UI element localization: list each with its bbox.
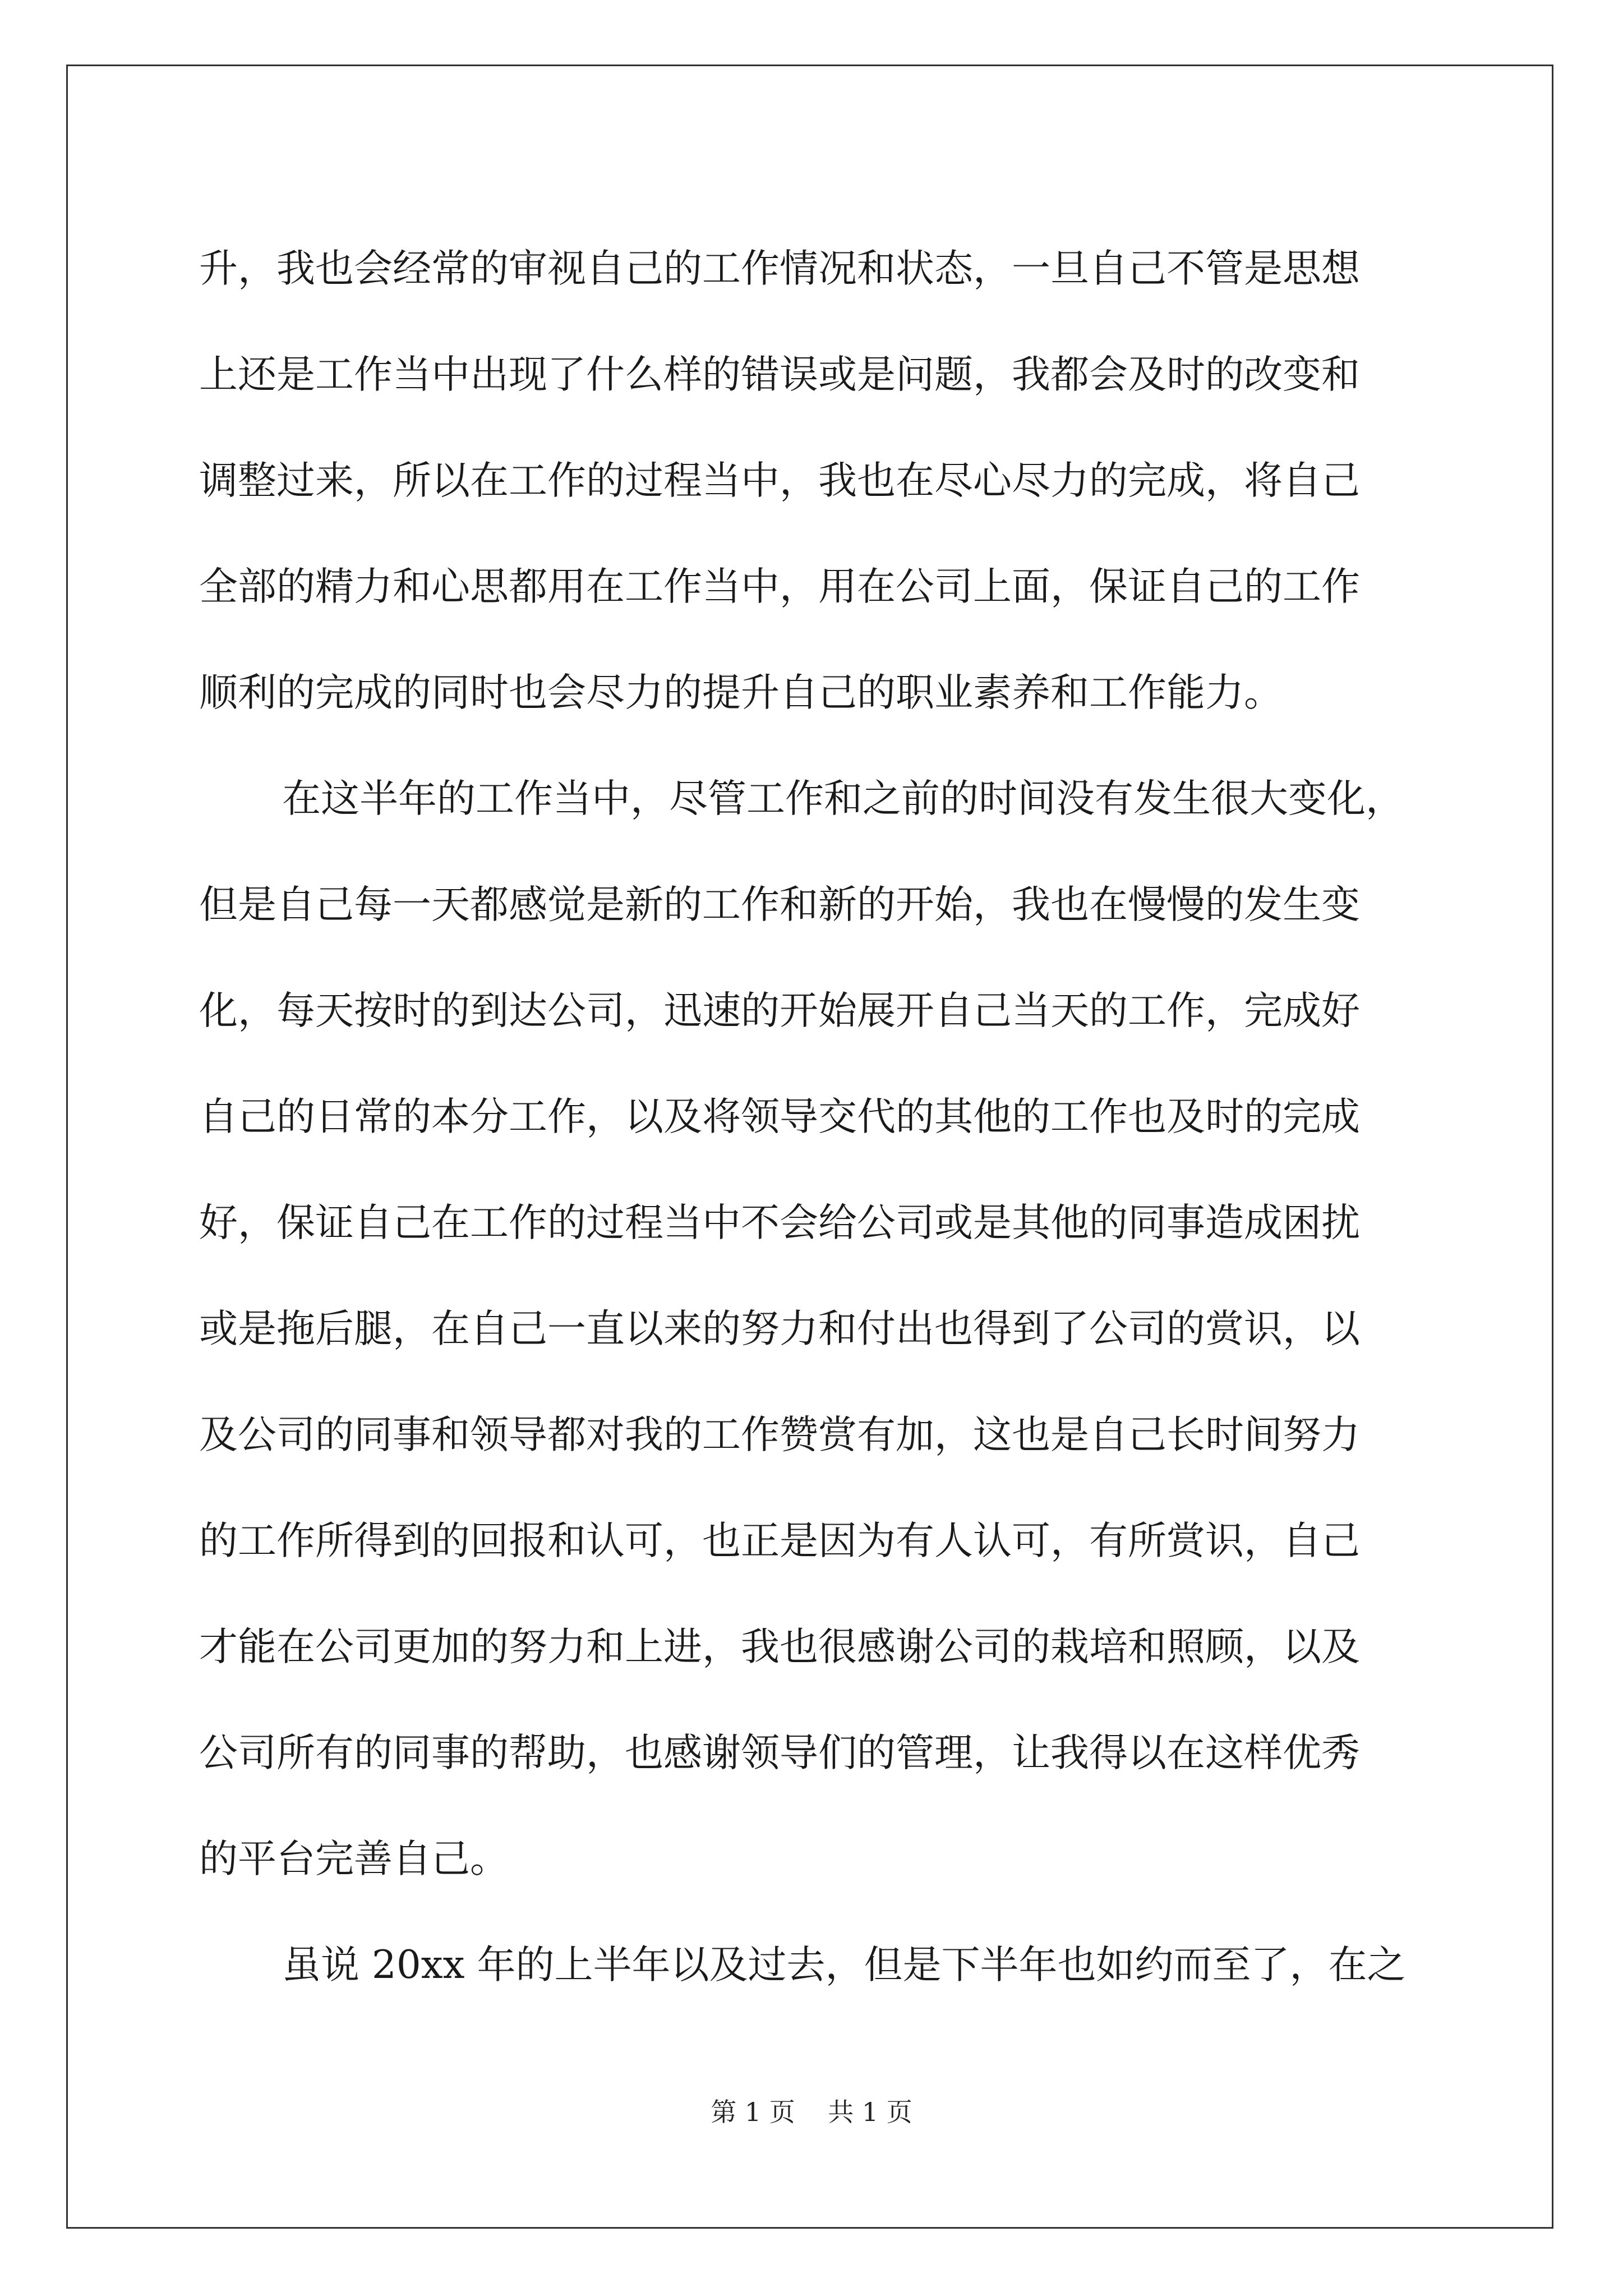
text-line: 好，保证自己在工作的过程当中不会给公司或是其他的同事造成困扰 [199,1200,1360,1245]
text-line: 但是自己每一天都感觉是新的工作和新的开始，我也在慢慢的发生变 [199,882,1360,927]
text-line: 才能在公司更加的努力和上进，我也很感谢公司的栽培和照顾，以及 [199,1625,1360,1669]
text-line: 化，每天按时的到达公司，迅速的开始展开自己当天的工作，完成好 [199,988,1360,1033]
text-line: 上还是工作当中出现了什么样的错误或是问题，我都会及时的改变和 [199,352,1360,397]
text-line: 的平台完善自己。 [199,1837,509,1881]
text-line: 公司所有的同事的帮助，也感谢领导们的管理，让我得以在这样优秀 [199,1731,1360,1775]
text-line: 升，我也会经常的审视自己的工作情况和状态，一旦自己不管是思想 [199,246,1360,291]
text-line: 自己的日常的本分工作，以及将领导交代的其他的工作也及时的完成 [199,1094,1360,1139]
text-line: 的工作所得到的回报和认可，也正是因为有人认可，有所赏识，自己 [199,1519,1360,1563]
text-line: 及公司的同事和领导都对我的工作赞赏有加，这也是自己长时间努力 [199,1412,1360,1457]
text-line: 顺利的完成的同时也会尽力的提升自己的职业素养和工作能力。 [199,670,1283,715]
text-line: 虽说 20xx 年的上半年以及过去，但是下半年也如约而至了，在之 [282,1943,1406,1987]
text-line: 调整过来，所以在工作的过程当中，我也在尽心尽力的完成，将自己 [199,458,1360,503]
document-body [199,216,1433,2018]
text-line: 全部的精力和心思都用在工作当中，用在公司上面，保证自己的工作 [199,564,1360,609]
page-footer: 第 1 页 共 1 页 [711,2097,912,2127]
text-line: 在这半年的工作当中，尽管工作和之前的时间没有发生很大变化， [282,776,1404,821]
text-line: 或是拖后腿，在自己一直以来的努力和付出也得到了公司的赏识，以 [199,1306,1360,1351]
